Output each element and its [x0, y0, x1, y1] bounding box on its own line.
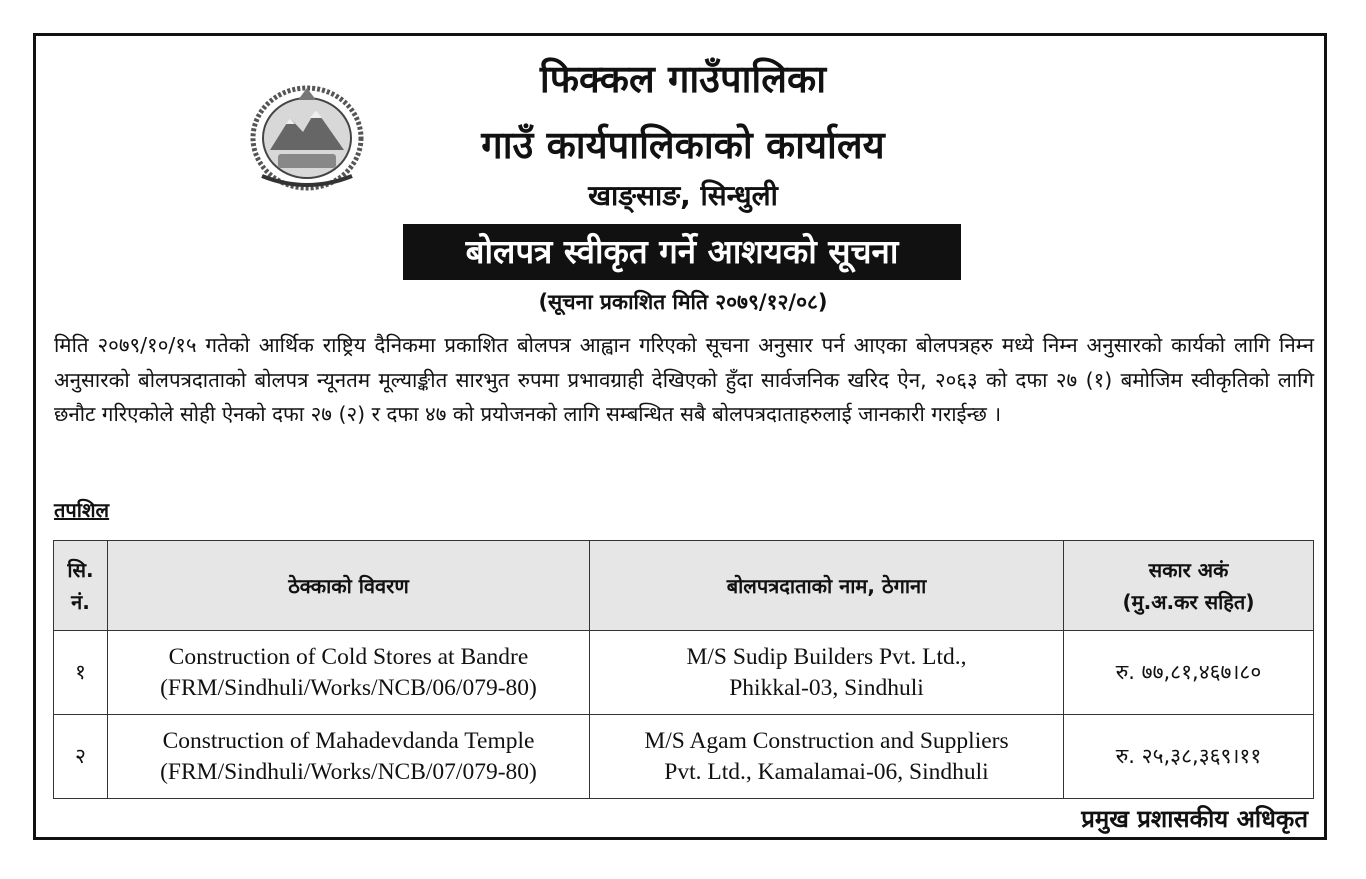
- serial-number: २: [54, 715, 108, 799]
- notice-body-text: मिति २०७९/१०/१५ गतेको आर्थिक राष्ट्रिय दैनिकमा प्रकाशित बोलपत्र आह्वान गरिएको सूचना अनुसार पर्न आएका बोलपत्रहरु मध्ये निम्न अनुसारको कार्यको लागि निम्न अनुसारको बोलपत्रदाताको बोलपत्र न्यूनतम मूल्याङ्कीत सारभुत रुपमा प्रभावग्राही देखिएको हुँदा सार्वजनिक खरिद ऐन, २०६३ को दफा २७ (१) बमोजिम स्वीकृतिको लागि छनौट गरिएकोले सोही ऐनको दफा २७ (२) र दफा ४७ को प्रयोजनको लागि सम्बन्धित सबै बोलपत्रदाताहरुलाई जानकारी गराईन्छ ।: [54, 333, 1314, 426]
- bidder-details: [590, 631, 1064, 715]
- header-serial-line2: नं.: [71, 589, 90, 614]
- contract-reference: (FRM/Sindhuli/Works/NCB/06/079-80): [160, 674, 537, 701]
- contract-title: Construction of Mahadevdanda Temple: [162, 727, 535, 754]
- table-header-row: [54, 541, 1314, 631]
- municipality-name: फिक्कल गाउँपालिका: [539, 57, 827, 101]
- header-serial-number: [54, 541, 108, 631]
- notice-title-banner: बोलपत्र स्वीकृत गर्ने आशयको सूचना: [403, 224, 961, 280]
- table-row: [54, 631, 1314, 715]
- bid-amount: रु. ७७,८१,४६७।८०: [1064, 631, 1314, 715]
- table-row: [54, 715, 1314, 799]
- publish-date: (सूचना प्रकाशित मिति २०७९/१२/०८): [538, 290, 828, 314]
- contract-reference: (FRM/Sindhuli/Works/NCB/07/079-80): [160, 758, 537, 785]
- bid-amount: रु. २५,३८,३६९।११: [1064, 715, 1314, 799]
- bid-acceptance-table: [53, 540, 1314, 799]
- bidder-address: Pvt. Ltd., Kamalamai-06, Sindhuli: [664, 758, 989, 785]
- header-contract-description: ठेक्काको विवरण: [108, 541, 590, 631]
- details-heading: तपशिल: [54, 498, 110, 522]
- signatory-title: प्रमुख प्रशासकीय अधिकृत: [1081, 805, 1308, 833]
- header-amount-line2: (मु.अ.कर सहित): [1122, 589, 1255, 614]
- bidder-name: M/S Agam Construction and Suppliers: [644, 727, 1009, 754]
- header-amount: [1064, 541, 1314, 631]
- header-serial-line1: सि.: [67, 557, 94, 582]
- serial-number: १: [54, 631, 108, 715]
- bidder-name: M/S Sudip Builders Pvt. Ltd.,: [686, 643, 967, 670]
- contract-title: Construction of Cold Stores at Bandre: [168, 643, 529, 670]
- contract-description: [108, 631, 590, 715]
- bidder-address: Phikkal-03, Sindhuli: [729, 674, 924, 701]
- bidder-details: [590, 715, 1064, 799]
- header-amount-line1: सकार अकं: [1148, 557, 1229, 582]
- office-location: खाङ्साङ, सिन्धुली: [588, 179, 778, 212]
- header-bidder-name-address: बोलपत्रदाताको नाम, ठेगाना: [590, 541, 1064, 631]
- office-name: गाउँ कार्यपालिकाको कार्यालय: [481, 123, 885, 167]
- contract-description: [108, 715, 590, 799]
